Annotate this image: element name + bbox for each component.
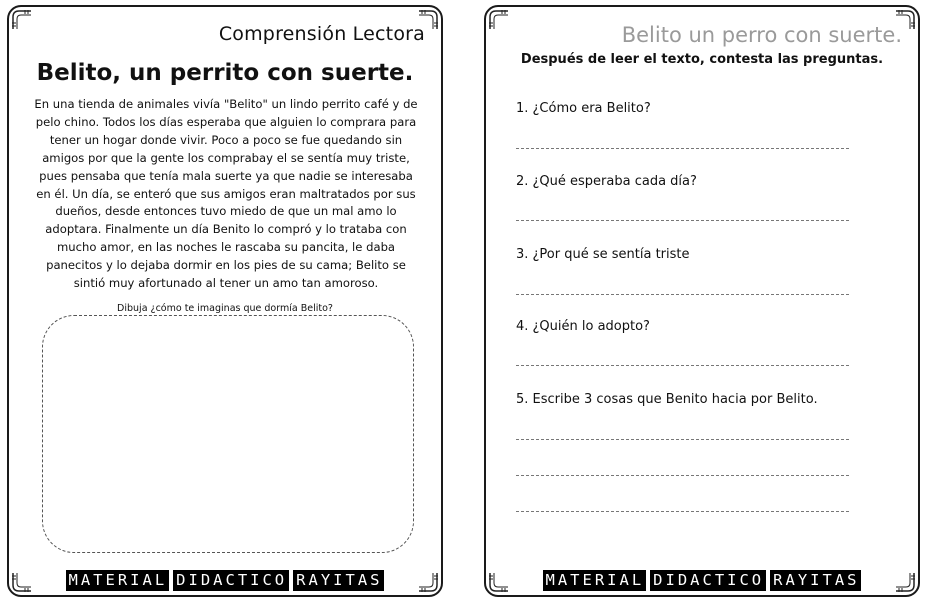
brand-footer xyxy=(9,570,441,591)
question-3: 3. ¿Por qué se sentía triste xyxy=(516,247,690,262)
page-header: Comprensión Lectora xyxy=(218,23,425,45)
drawing-area[interactable] xyxy=(42,315,414,553)
brand-word: DIDACTICO xyxy=(650,570,766,591)
question-1: 1. ¿Cómo era Belito? xyxy=(516,101,651,116)
corner-ornament-icon xyxy=(488,9,510,31)
question-4: 4. ¿Quién lo adopto? xyxy=(516,319,650,334)
story-title: Belito, un perrito con suerte. xyxy=(36,60,414,86)
answer-line[interactable] xyxy=(516,365,849,366)
brand-footer xyxy=(486,570,918,591)
brand-word: RAYITAS xyxy=(770,570,861,591)
answer-line[interactable] xyxy=(516,475,849,476)
page-header: Belito un perro con suerte. xyxy=(621,23,902,47)
answer-line[interactable] xyxy=(516,294,849,295)
brand-word: MATERIAL xyxy=(543,570,647,591)
brand-word: DIDACTICO xyxy=(173,570,289,591)
corner-ornament-icon xyxy=(11,9,33,31)
drawing-prompt: Dibuja ¿cómo te imaginas que dormía Belito? xyxy=(117,303,333,314)
answer-line[interactable] xyxy=(516,220,849,221)
instructions: Después de leer el texto, contesta las preguntas. xyxy=(520,52,884,67)
story-text: En una tienda de animales vivía "Belito" un lindo perrito café y de pelo chino. Todos los días esperaba que alguien lo comprara para tener un hogar donde vivir. Poco a poco se fue quedando sin amigos por que la gente los comprabay el se sentía muy triste, pues pensaba que tenía mala suerte ya que nadie se interesaba en él. Un día, se enteró que sus amigos eran maltratados por sus dueños, desde entonces tuvo miedo de que un mal amo lo adoptara. Finalmente un día Benito lo compró y lo trataba con mucho amor, en las noches le rascaba su pancita, le daba panecitos y lo dejaba dormir en los pies de su cama; Belito se sintió muy afortunado al tener un amo tan amoroso. xyxy=(34,97,418,291)
answer-line[interactable] xyxy=(516,511,849,512)
question-5: 5. Escribe 3 cosas que Benito hacia por Belito. xyxy=(516,392,818,407)
questions-page xyxy=(484,5,920,597)
answer-line[interactable] xyxy=(516,148,849,149)
answer-line[interactable] xyxy=(516,439,849,440)
brand-word: MATERIAL xyxy=(66,570,170,591)
reading-page xyxy=(7,5,443,597)
question-2: 2. ¿Qué esperaba cada día? xyxy=(516,174,697,189)
brand-word: RAYITAS xyxy=(293,570,384,591)
